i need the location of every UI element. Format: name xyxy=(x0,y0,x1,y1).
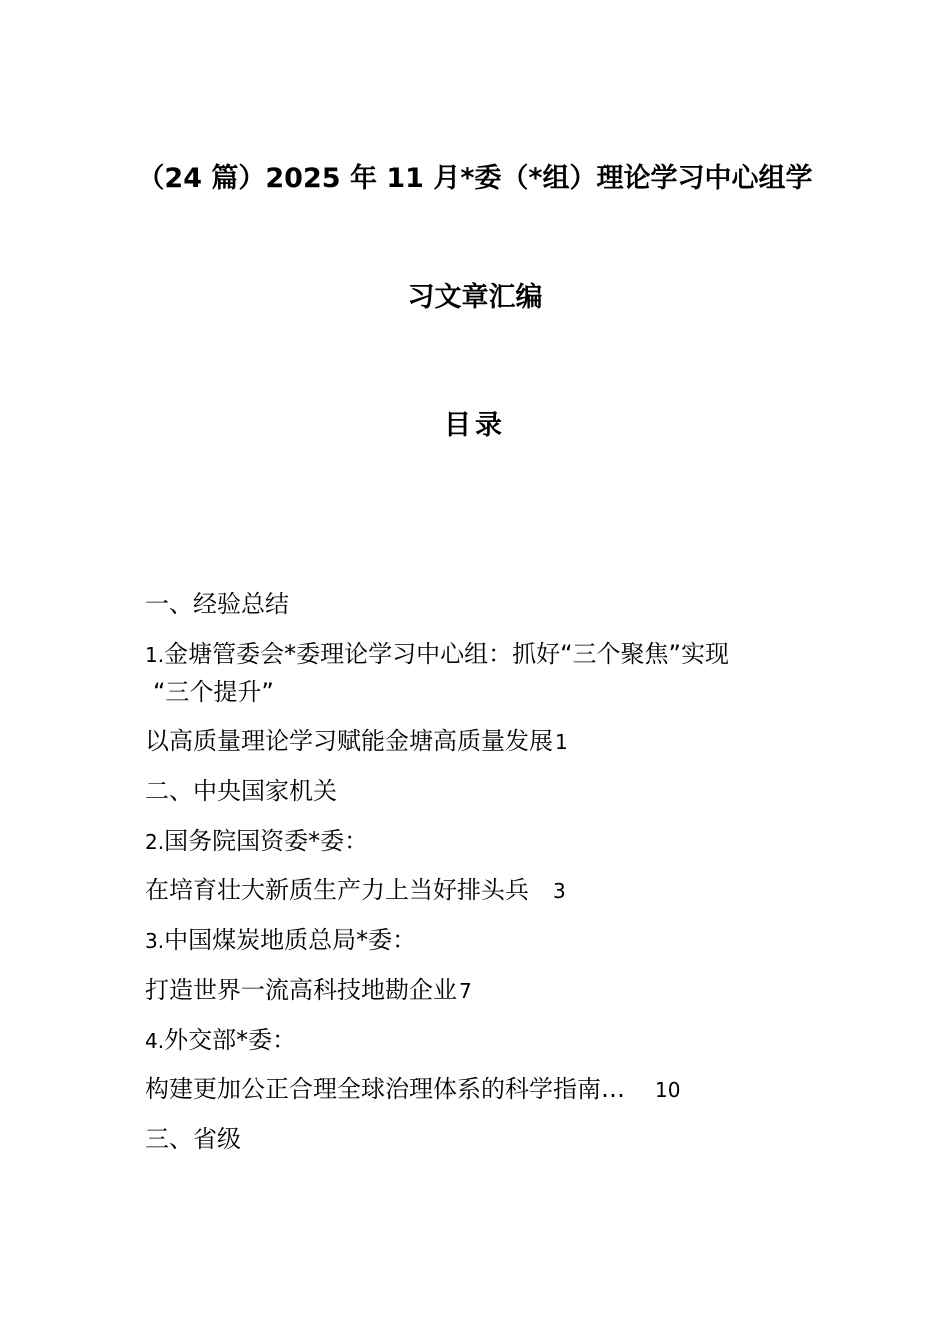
toc-section-heading xyxy=(145,775,825,807)
toc-section-heading xyxy=(145,588,825,620)
entry-number: 3. xyxy=(145,929,165,954)
entry-page-number: 1 xyxy=(555,730,568,755)
toc-entry-subtitle[interactable] xyxy=(145,874,825,906)
entry-subtitle: 以高质量理论学习赋能金塘高质量发展 xyxy=(145,727,553,756)
toc-entry-subtitle[interactable] xyxy=(145,1073,825,1105)
toc-entry-subtitle[interactable] xyxy=(145,725,825,757)
entry-title: 外交部*委： xyxy=(164,1025,297,1054)
entry-page-number: 3 xyxy=(553,879,566,904)
entry-subtitle: 构建更加公正合理全球治理体系的科学指南… xyxy=(145,1075,625,1104)
section-label: 二、中央国家机关 xyxy=(145,777,337,806)
toc-entry-continuation xyxy=(145,676,825,708)
entry-number: 4. xyxy=(145,1028,165,1053)
table-of-contents xyxy=(145,588,825,1173)
toc-entry[interactable] xyxy=(145,638,825,670)
section-label: 一、经验总结 xyxy=(145,590,289,618)
entry-number: 2. xyxy=(145,829,165,854)
toc-entry[interactable] xyxy=(145,825,825,857)
section-label: 三、省级 xyxy=(145,1124,241,1153)
entry-subtitle: 打造世界一流高科技地勘企业 xyxy=(145,975,457,1004)
entry-title: 国务院国资委*委： xyxy=(164,826,369,855)
entry-subtitle: 在培育壮大新质生产力上当好排头兵 xyxy=(145,876,529,905)
entry-title-continuation: “三个提升” xyxy=(153,677,274,706)
toc-section-heading xyxy=(145,1123,825,1155)
entry-page-number: 10 xyxy=(655,1078,681,1103)
toc-entry[interactable] xyxy=(145,924,825,956)
entry-title: 中国煤炭地质总局*委： xyxy=(164,926,417,955)
toc-entry-subtitle[interactable] xyxy=(145,974,825,1006)
toc-entry[interactable] xyxy=(145,1024,825,1056)
toc-heading: 目录 xyxy=(444,410,506,441)
document-title-line2: 习文章汇编 xyxy=(407,282,543,313)
entry-page-number: 7 xyxy=(459,978,472,1003)
entry-title: 金塘管委会*委理论学习中心组：抓好“三个聚焦”实现 xyxy=(164,639,729,668)
document-title-line1: （24 篇）2025 年 11 月*委（*组）理论学习中心组学 xyxy=(137,163,813,194)
entry-number: 1. xyxy=(145,642,165,667)
